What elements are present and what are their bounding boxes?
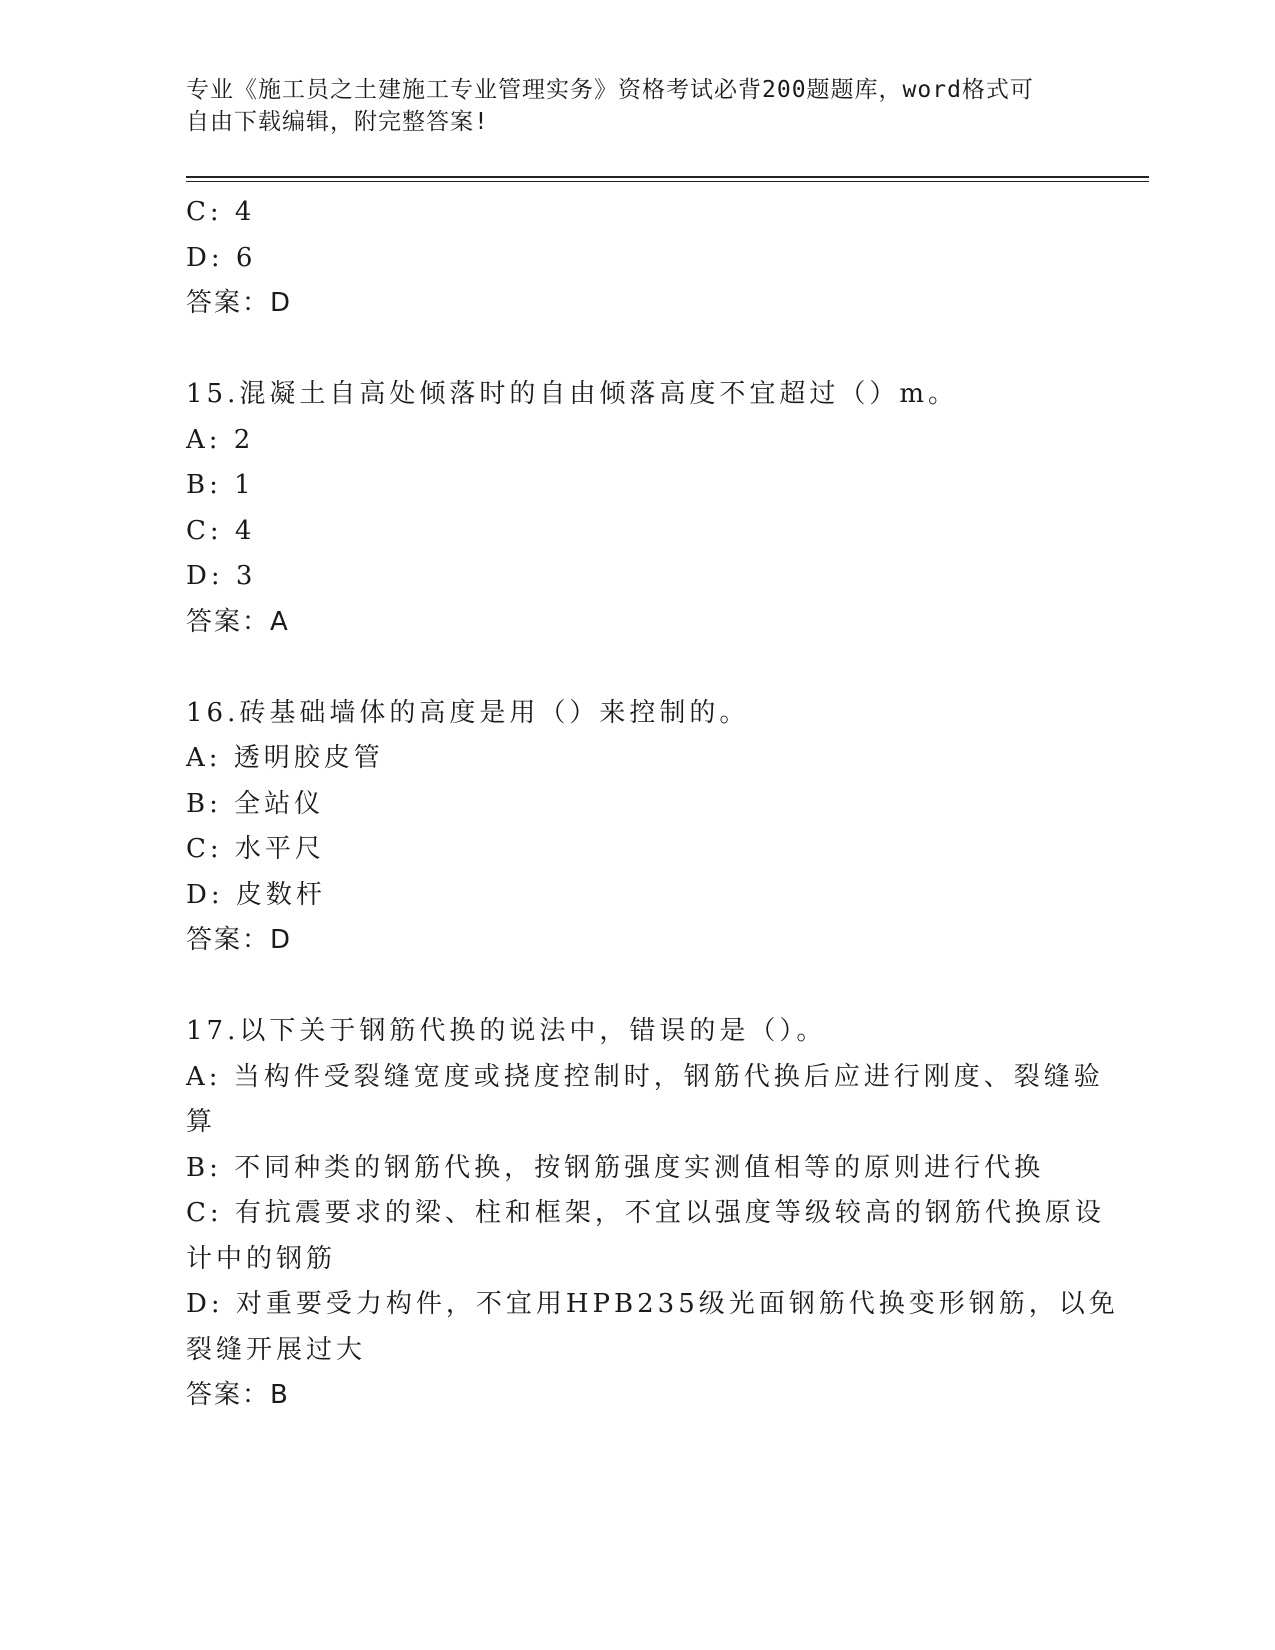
option-a: A: 当构件受裂缝宽度或挠度控制时，钢筋代换后应进行刚度、裂缝验 [186,1061,1104,1092]
option-c-continued: 计中的钢筋 [186,1243,337,1274]
option-d-continued: 裂缝开展过大 [186,1334,367,1365]
option-b: B: 不同种类的钢筋代换，按钢筋强度实测值相等的原则进行代换 [186,1152,1045,1183]
question-block-14 [186,190,1086,327]
answer-line: 答案：D [186,288,293,318]
option-d: D: 对重要受力构件，不宜用HPB235级光面钢筋代换变形钢筋，以免 [186,1289,1119,1319]
option-d: D: 6 [186,242,257,273]
option-a: A: 透明胶皮管 [186,743,384,773]
answer-line: 答案：A [186,606,290,637]
answer-line: 答案：D [186,925,293,955]
option-c: C: 4 [186,515,256,546]
header-line-2: 自由下载编辑，附完整答案! [186,109,489,135]
question-block-16 [186,691,1086,964]
question-block-15 [186,372,1086,645]
question-stem: 15.混凝土自高处倾落时的自由倾落高度不宜超过（）m。 [186,379,959,409]
spacer [186,964,1086,1010]
spacer [186,327,1086,373]
header-divider-thick [186,176,1149,178]
question-block-17 [186,1009,1119,1419]
option-d: D: 3 [186,561,257,591]
document-header [186,74,1066,138]
option-a: A: 2 [186,424,255,455]
header-line-1: 专业《施工员之土建施工专业管理实务》资格考试必背200题题库，word格式可 [186,77,1034,103]
question-stem: 16.砖基础墙体的高度是用（）来控制的。 [186,697,750,728]
option-d: D: 皮数杆 [186,879,326,910]
option-c: C: 有抗震要求的梁、柱和框架，不宜以强度等级较高的钢筋代换原设 [186,1198,1105,1228]
option-c: C: 水平尺 [186,834,325,864]
header-divider-thin [186,181,1149,182]
spacer [186,645,1086,691]
option-b: B: 1 [186,470,255,500]
option-c: C: 4 [186,197,256,227]
option-b: B: 全站仪 [186,788,325,819]
answer-line: 答案：B [186,1380,290,1410]
question-list [186,190,1119,1419]
option-a-continued: 算 [186,1107,217,1137]
question-stem: 17.以下关于钢筋代换的说法中，错误的是（）。 [186,1016,827,1046]
